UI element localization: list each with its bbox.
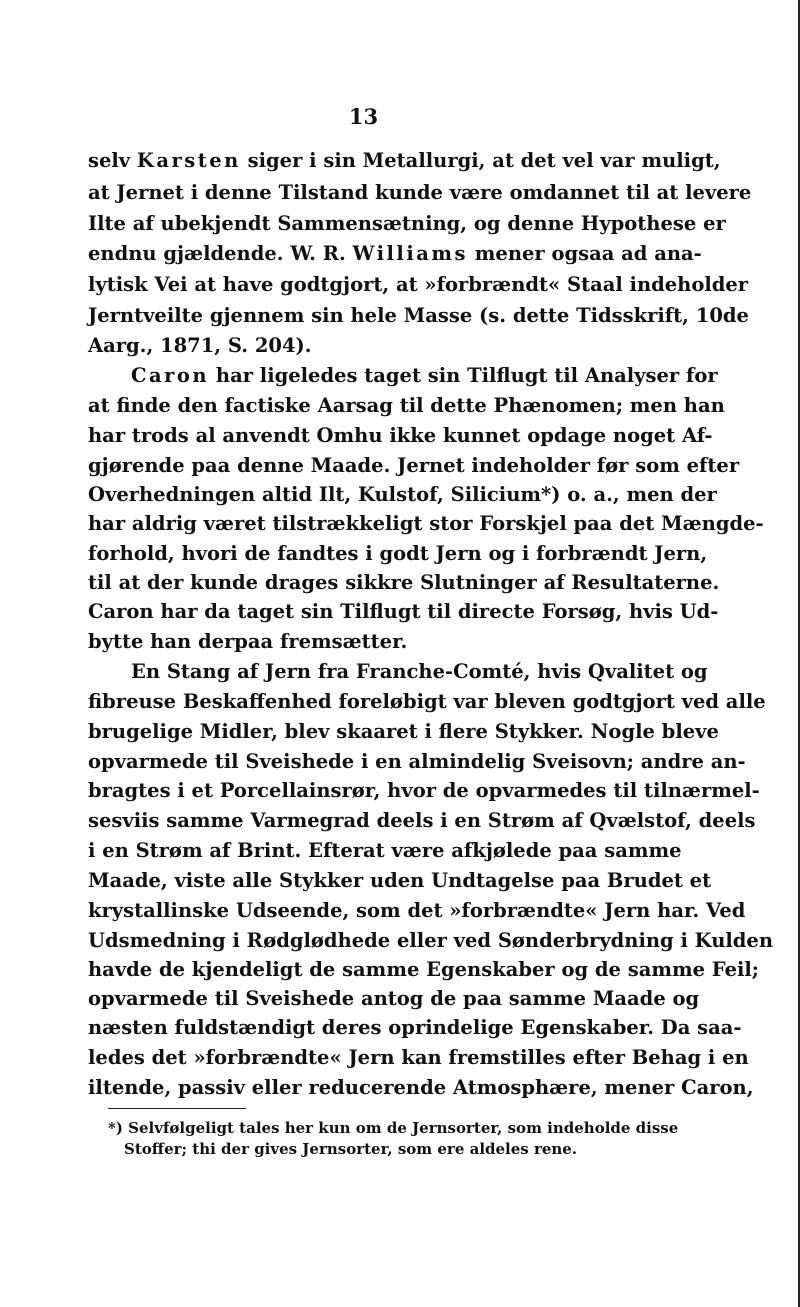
footnote-rule <box>108 1108 246 1109</box>
text-line: krystallinske Udseende, som det »forbrændte« Jern har. Ved <box>88 899 746 922</box>
text-line: opvarmede til Sveishede antog de paa samme Maade og <box>88 987 700 1010</box>
text-line: har trods al anvendt Omhu ikke kunnet opdage noget Af- <box>88 424 713 447</box>
text-line: Maade, viste alle Stykker uden Undtagelse paa Brudet et <box>88 869 712 892</box>
text-line: Overhedningen altid Ilt, Kulstof, Silicium*) o. a., men der <box>88 483 717 506</box>
text-line: har aldrig været tilstrækkeligt stor Forskjel paa det Mængde- <box>88 512 764 535</box>
text-line: gjørende paa denne Maade. Jernet indeholder før som efter <box>88 454 740 477</box>
text-line: i en Strøm af Brint. Efterat være afkjølede paa samme <box>88 839 682 862</box>
text-line: næsten fuldstændigt deres oprindelige Egenskaber. Da saa- <box>88 1016 742 1039</box>
text-line: selv Karsten siger i sin Metallurgi, at det vel var muligt, <box>88 149 721 172</box>
footnote-line: *) Selvfølgeligt tales her kun om de Jernsorter, som indeholde disse <box>108 1119 679 1137</box>
text-line: Caron har da taget sin Tilflugt til directe Forsøg, hvis Ud- <box>88 600 719 623</box>
text-line: Udsmedning i Rødglødhede eller ved Sønderbrydning i Kulden <box>88 929 773 952</box>
text-line: at finde den factiske Aarsag til dette Phænomen; men han <box>88 394 725 417</box>
page-number: 13 <box>348 104 379 129</box>
text-line: fibreuse Beskaffenhed foreløbigt var bleven godtgjort ved alle <box>88 690 766 713</box>
text-line: bytte han derpaa fremsætter. <box>88 630 408 653</box>
text-line: til at der kunde drages sikkre Slutninger af Resultaterne. <box>88 571 720 594</box>
text-line: ledes det »forbrændte« Jern kan fremstilles efter Behag i en <box>88 1046 749 1069</box>
text-line: endnu gjældende. W. R. Williams mener ogsaa ad ana- <box>88 242 702 265</box>
text-line: opvarmede til Sveishede i en almindelig Sveisovn; andre an- <box>88 750 746 773</box>
paragraph-start-line: Caron har ligeledes taget sin Tilflugt til Analyser for <box>131 364 718 387</box>
text-line: Jerntveilte gjennem sin hele Masse (s. dette Tidsskrift, 10de <box>88 304 749 327</box>
spaced-name: Caron <box>131 364 210 387</box>
text-line: bragtes i et Porcellainsrør, hvor de opvarmedes til tilnærmel- <box>88 779 760 802</box>
text-line: sesviis samme Varmegrad deels i en Strøm af Qvælstof, deels <box>88 809 756 832</box>
paragraph-start-line: En Stang af Jern fra Franche-Comté, hvis Qvalitet og <box>131 660 708 683</box>
text-line: at Jernet i denne Tilstand kunde være omdannet til at levere <box>88 181 752 204</box>
text-line: forhold, hvori de fandtes i godt Jern og i forbrændt Jern, <box>88 542 708 565</box>
text-line: Aarg., 1871, S. 204). <box>88 334 312 357</box>
spaced-name: Karsten <box>136 149 241 172</box>
spaced-name: Williams <box>352 242 468 265</box>
text-line: lytisk Vei at have godtgjort, at »forbrændt« Staal indeholder <box>88 273 749 296</box>
text-line: iltende, passiv eller reducerende Atmosphære, mener Caron, <box>88 1076 754 1099</box>
text-line: brugelige Midler, blev skaaret i flere Stykker. Nogle bleve <box>88 720 719 743</box>
text-line: Ilte af ubekjendt Sammensætning, og denne Hypothese er <box>88 212 726 235</box>
footnote-line: Stoffer; thi der gives Jernsorter, som ere aldeles rene. <box>124 1140 578 1158</box>
text-line: havde de kjendeligt de samme Egenskaber og de samme Feil; <box>88 958 759 981</box>
